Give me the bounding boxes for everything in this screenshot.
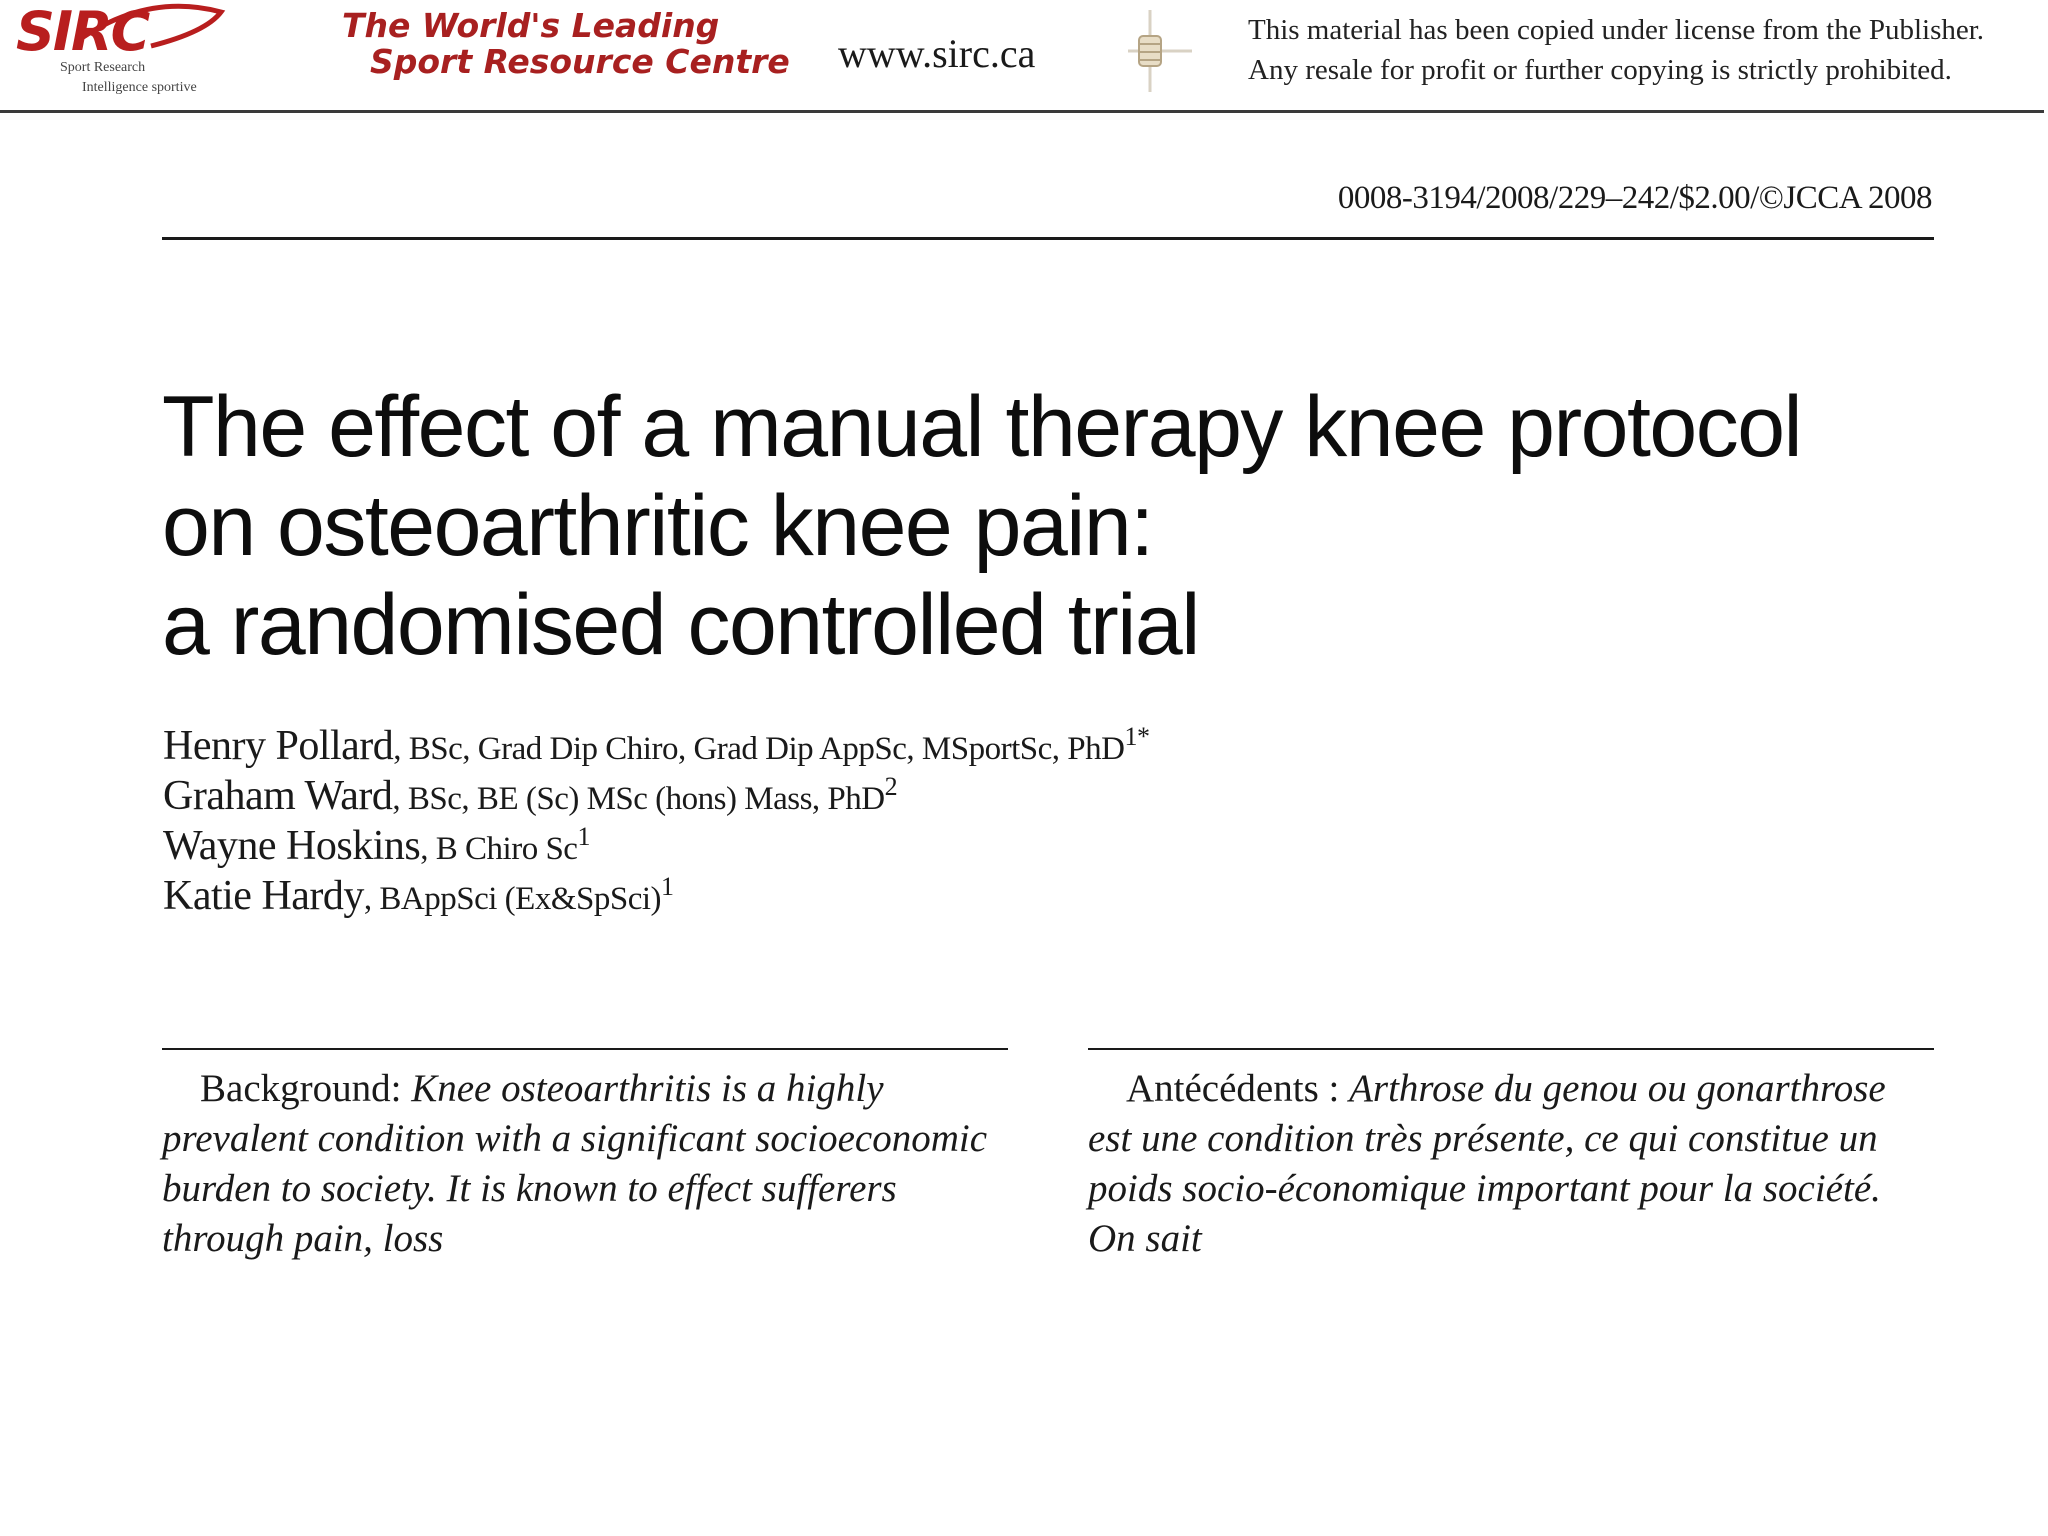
author-credentials: , BSc, Grad Dip Chiro, Grad Dip AppSc, MSportSc, PhD	[393, 731, 1125, 767]
author-name: Henry Pollard	[163, 723, 394, 769]
author-affiliation-mark: 1	[577, 822, 590, 851]
author-credentials: , BSc, BE (Sc) MSc (hons) Mass, PhD	[392, 781, 885, 817]
abstract-text: Knee osteoarthritis is a highly prevalent condition with a significant socioeconomic burden to society. It is known to effect sufferers through pain, loss	[162, 1067, 987, 1260]
abstract-heading: Antécédents :	[1126, 1067, 1350, 1110]
abstract-english	[162, 1064, 1008, 1260]
author-affiliation-mark: 2	[884, 772, 898, 801]
author-credentials: , BAppSci (Ex&SpSci)	[363, 881, 662, 917]
abstract-text: Arthrose du genou ou gonarthrose est une condition très présente, ce qui constitue un poids socio-économique important pour la société. On sait	[1088, 1067, 1886, 1260]
sirc-logo	[16, 2, 236, 102]
author-entry	[163, 812, 1149, 869]
header-divider	[162, 237, 1934, 240]
license-line-1: This material has been copied under license from the Publisher.	[1248, 14, 1985, 46]
film-reel-icon	[1128, 10, 1192, 92]
author-affiliation-mark: 1*	[1124, 722, 1150, 751]
abstract-french	[1088, 1064, 1934, 1260]
logo-subtitle-fr: Intelligence sportive	[82, 80, 197, 95]
tagline-line-1: The World's Leading	[342, 6, 720, 45]
author-affiliation-mark: 1	[661, 872, 674, 901]
license-line-2: Any resale for profit or further copying is strictly prohibited.	[1248, 54, 1952, 86]
abstract-heading: Background:	[200, 1067, 412, 1110]
tagline-line-2: Sport Resource Centre	[370, 42, 790, 81]
author-credentials: , B Chiro Sc	[420, 831, 578, 867]
sirc-banner	[0, 0, 2044, 113]
citation-line: 0008-3194/2008/229–242/$2.00/©JCCA 2008	[1337, 180, 1932, 216]
author-name: Wayne Hoskins	[163, 823, 421, 869]
logo-wordmark: SIRC	[16, 0, 149, 63]
logo-subtitle-en: Sport Research	[60, 60, 146, 75]
title-line-1: The effect of a manual therapy knee protocol	[162, 379, 1802, 475]
author-entry	[163, 862, 1149, 919]
author-list	[163, 712, 1150, 919]
tagline	[342, 8, 790, 80]
abstract-divider-en	[162, 1048, 1008, 1050]
author-name: Katie Hardy	[163, 873, 364, 919]
author-name: Graham Ward	[163, 773, 393, 819]
author-entry	[163, 762, 1149, 819]
site-url-link[interactable]: www.sirc.ca	[838, 31, 1036, 76]
paper-title	[162, 378, 1801, 675]
title-line-2: on osteoarthritic knee pain:	[162, 478, 1153, 574]
title-line-3: a randomised controlled trial	[162, 577, 1199, 673]
abstract-divider-fr	[1088, 1048, 1934, 1050]
license-notice	[1248, 10, 1984, 90]
author-entry	[163, 712, 1150, 769]
